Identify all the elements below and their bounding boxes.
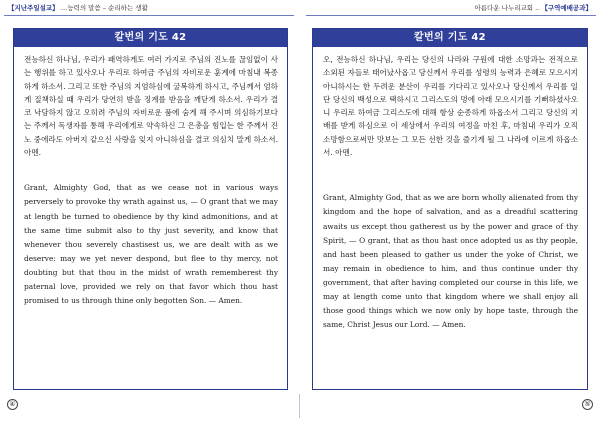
right-page <box>300 0 600 424</box>
right-prayer-title: 칼번의 기도 42 <box>313 29 587 47</box>
right-page-number: ⑤ <box>582 399 593 410</box>
left-prayer-title: 칼번의 기도 42 <box>14 29 287 47</box>
right-header-subtitle: 아름다운 나누리교회 .. <box>474 4 540 12</box>
right-header <box>474 4 592 13</box>
left-header-tag: 【지난주일설교】 <box>8 4 59 12</box>
right-prayer-box <box>312 28 588 390</box>
right-english-text: Grant, Almighty God, that as we are born wholly alienated from thy kingdom and the hope of salvation, and as a dreadful scattering awaits us except thou gatherest us by the power and grace of thy Spirit, — O grant, that as thou hast once adopted us as thy people, and hast been pleased to gather us under the yoke of Christ, we may remain in obedience to him, and thus continue under thy government, that after having completed our course in this life, we may at length come unto that kingdom where we shall enjoy all those good things which we now only by hope taste, through the same, Christ Jesus our Lord. — Amen. <box>323 193 578 330</box>
left-header-subtitle: …능력의 말씀 – 순리하는 생활 <box>60 4 148 12</box>
right-header-rule <box>306 15 596 16</box>
left-korean-text: 전능하신 하나님, 우리가 패역하게도 여러 가지로 주님의 진노를 끊임없이 사는 행위를 하고 있사오나 우리로 하여금 주님의 자비로운 훈계에 마침내 복종하게 하소서. 그리고 또한 주님의 지엄하심에 굴복하게 하시고, 주님께서 엄하게 질책하실 때 우리가 당연히 받을 징계를 받음을 깨닫게 하소서. 우리가 결코 낙담하지 않고 오히려 주님의 자비로운 품에 숨게 해 주시며 의심하기보다는 주께서 독생자를 통해 우리에게로 약속하신 그 은총을 힘입는 한 주께서 진노 중에라도 아버지 같으신 사랑을 잊지 아니하심을 결코 의심치 말게 하소서. 아멘. <box>24 55 278 158</box>
right-header-tag: 【구역예배공과】 <box>541 4 592 12</box>
left-english-text: Grant, Almighty God, that as we cease not in various ways perversely to provoke thy wrath against us, — O grant that we may at length be turned to obedience by thy kind admonitions, and at the same time submit also to thy just severity, and know that whenever thou severely chastisest us, we are dealt with as we deserve: may we yet never despond, but flee to thy mercy, not doubting but that thou in the midst of wrath rememberest thy paternal love, provided we rely on that favor which thou hast promised to us through thine only begotten Son. — Amen. <box>24 183 278 306</box>
left-page-number: ④ <box>7 399 18 410</box>
left-header <box>8 4 148 13</box>
right-korean-text: 오, 전능하신 하나님, 우리는 당신의 나라와 구원에 대한 소망과는 전적으로 소외된 자들로 태어났사옵고 당신께서 우리를 성령의 능력과 은혜로 모으시지 아니하시는 한 두려운 분산이 우리를 기다리고 있사오나 당신께서 우리를 일단 당신의 백성으로 택하시고 그리스도의 멍에 아래 모으시기를 기뻐하셨사오니 우리로 하여금 그리스도에 대해 항상 순종하게 하옵소서 그리고 당신의 지배를 받게 하심으로 이 세상에서 우리의 여정을 마친 후, 마침내 우리가 오직 소망함으로써만 맛보는 그 모든 선한 것을 즐기게 될 그 나라에 이르게 하옵소서. 아멘. <box>323 55 578 158</box>
left-prayer-box <box>13 28 288 390</box>
left-header-rule <box>4 15 294 16</box>
